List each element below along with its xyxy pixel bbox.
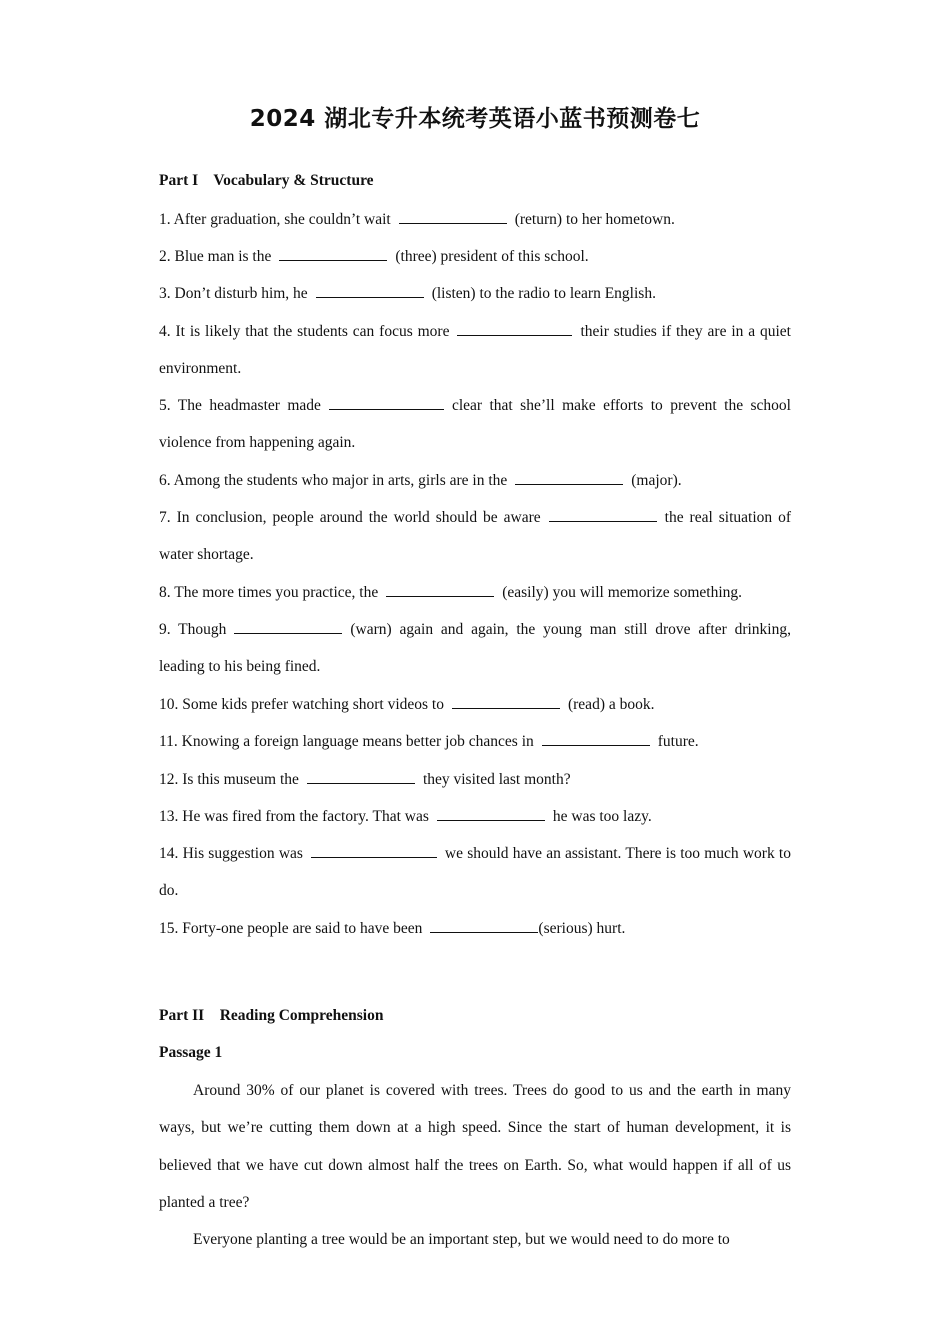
question-text-before: 5. The headmaster made: [159, 397, 321, 414]
question-7: [159, 499, 791, 574]
question-text-after: (warn) again and again, the young man still drove after drinking, leading to his being fined.: [159, 621, 791, 676]
answer-blank: [316, 282, 424, 298]
question-9: [159, 611, 791, 686]
question-text-after: we should have an assistant. There is too much work to do.: [159, 845, 791, 900]
answer-blank: [452, 693, 560, 709]
question-text-before: 10. Some kids prefer watching short videos to: [159, 696, 444, 713]
question-13: [159, 798, 791, 835]
question-3: [159, 275, 791, 312]
answer-blank: [437, 805, 545, 821]
question-text-after: (serious) hurt.: [538, 920, 626, 937]
question-text-after: the real situation of water shortage.: [159, 509, 792, 564]
question-4: [159, 313, 791, 388]
question-text-after: (three) president of this school.: [395, 248, 589, 265]
question-text-after: clear that she’ll make efforts to prevent the school violence from happening again.: [159, 397, 791, 452]
question-text-before: 8. The more times you practice, the: [159, 584, 379, 601]
question-6: [159, 462, 791, 499]
answer-blank: [549, 506, 657, 522]
passage-paragraph: Around 30% of our planet is covered with trees. Trees do good to us and the earth in many ways, but we’re cutting them down at a high speed. Since the start of human development, it is believed that we have cut down almost half the trees on Earth. So, what would happen if all of us planted a tree?: [159, 1082, 791, 1212]
question-text-before: 9. Though: [159, 621, 227, 638]
question-1: [159, 201, 791, 238]
answer-blank: [311, 842, 437, 858]
question-text-before: 7. In conclusion, people around the world should be aware: [159, 509, 541, 526]
question-text-after: he was too lazy.: [552, 808, 652, 825]
question-text-after: future.: [657, 733, 699, 750]
answer-blank: [307, 768, 415, 784]
question-text-before: 15. Forty-one people are said to have been: [159, 920, 423, 937]
question-14: [159, 835, 791, 910]
question-text-before: 14. His suggestion was: [159, 845, 303, 862]
answer-blank: [279, 245, 387, 261]
answer-blank: [329, 394, 444, 410]
question-12: [159, 761, 791, 798]
answer-blank: [457, 320, 572, 336]
question-text-before: 2. Blue man is the: [159, 248, 272, 265]
question-text-before: 13. He was fired from the factory. That was: [159, 808, 429, 825]
question-text-before: 12. Is this museum the: [159, 771, 299, 788]
part1-heading: Part I Vocabulary & Structure: [159, 172, 374, 189]
question-8: [159, 574, 791, 611]
question-text-after: they visited last month?: [422, 771, 571, 788]
question-2: [159, 238, 791, 275]
question-text-before: 11. Knowing a foreign language means better job chances in: [159, 733, 534, 750]
answer-blank: [386, 581, 494, 597]
question-text-after: (return) to her hometown.: [514, 211, 675, 228]
question-10: [159, 686, 791, 723]
answer-blank: [399, 208, 507, 224]
answer-blank: [542, 730, 650, 746]
answer-blank: [234, 618, 342, 634]
question-text-before: 6. Among the students who major in arts, girls are in the: [159, 472, 508, 489]
question-15: [159, 910, 791, 947]
question-text-after: (major).: [631, 472, 682, 489]
question-text-before: 1. After graduation, she couldn’t wait: [159, 211, 391, 228]
document-title: 2024 湖北专升本统考英语小蓝书预测卷七: [249, 106, 701, 132]
question-text-after: (listen) to the radio to learn English.: [431, 285, 656, 302]
question-text-before: 3. Don’t disturb him, he: [159, 285, 308, 302]
question-11: [159, 723, 791, 760]
part2-heading: Part II Reading Comprehension: [159, 1007, 384, 1024]
answer-blank: [430, 917, 538, 933]
question-5: [159, 387, 791, 462]
answer-blank: [515, 469, 623, 485]
question-text-after: (easily) you will memorize something.: [502, 584, 742, 601]
question-text-after: their studies if they are in a quiet environment.: [159, 323, 791, 378]
passage-paragraph: Everyone planting a tree would be an important step, but we would need to do more to: [193, 1231, 730, 1248]
question-text-after: (read) a book.: [567, 696, 655, 713]
passage-label: Passage 1: [159, 1044, 223, 1061]
question-text-before: 4. It is likely that the students can focus more: [159, 323, 450, 340]
